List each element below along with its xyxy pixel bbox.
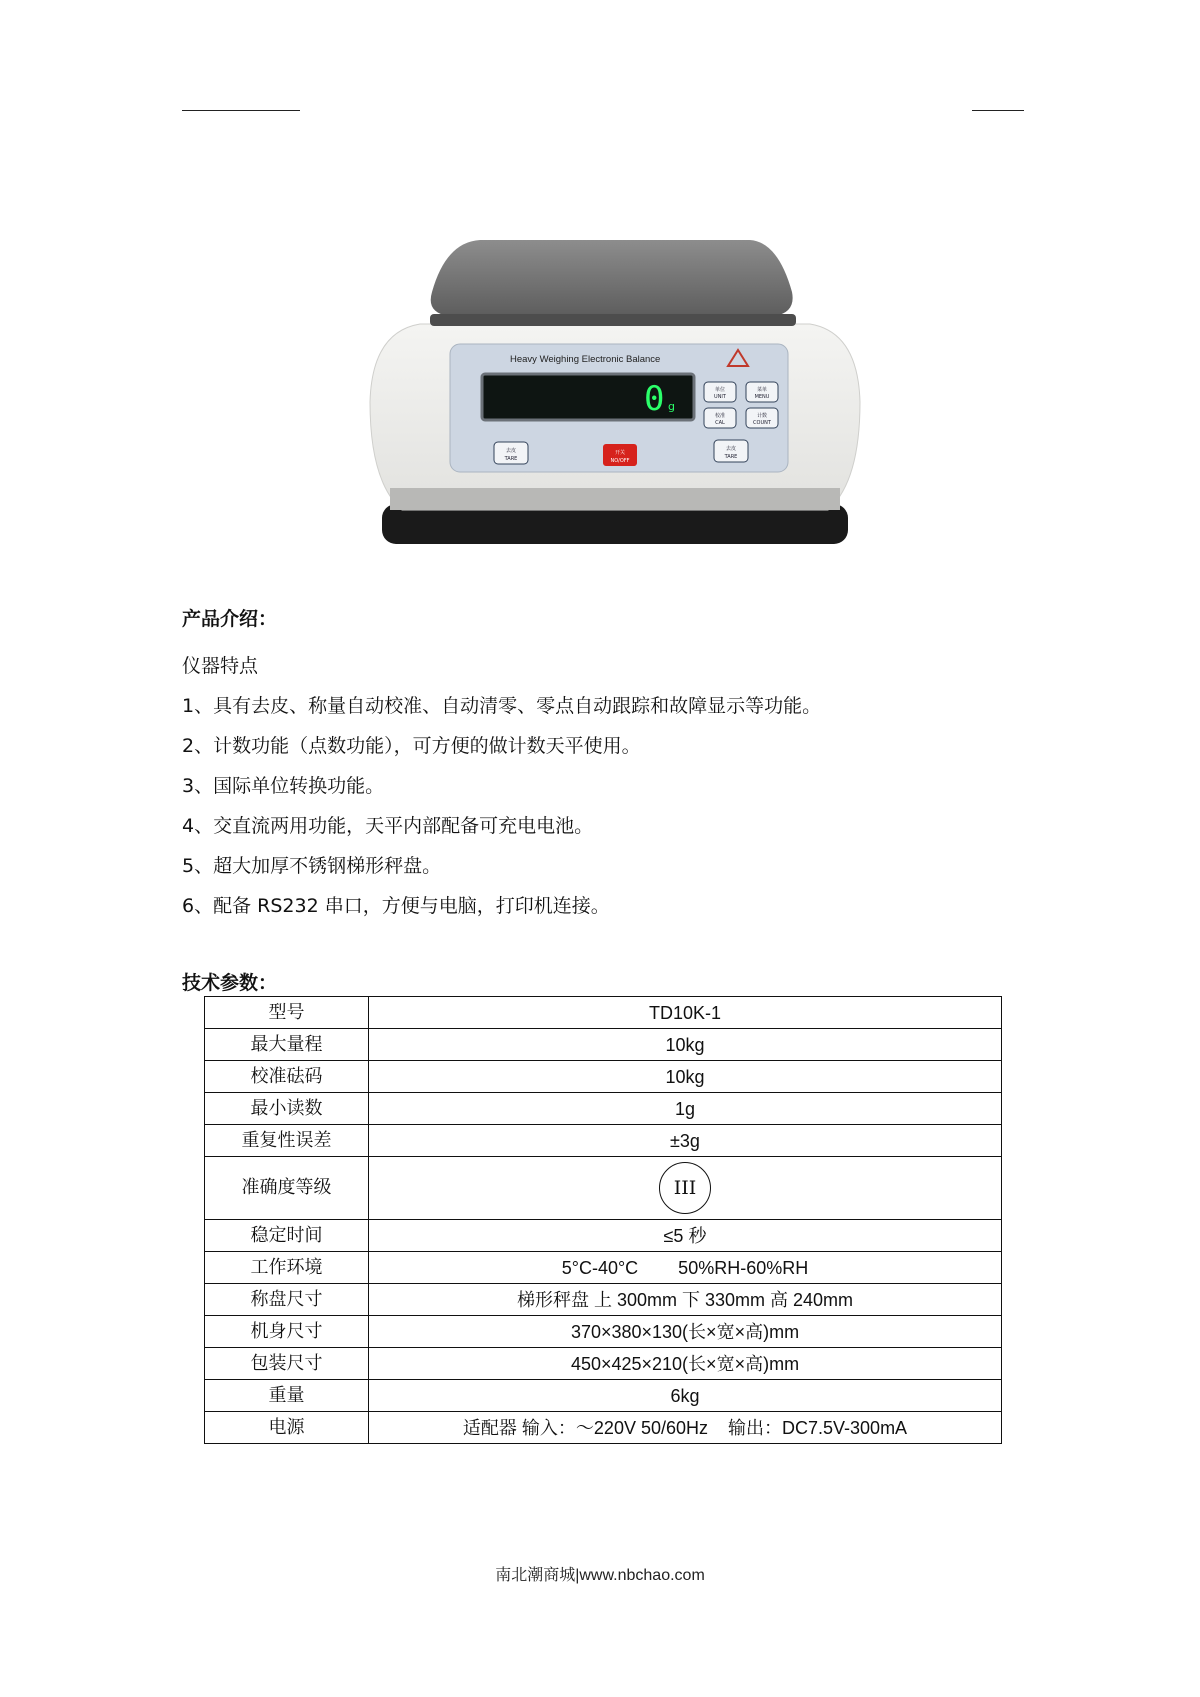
key-label-en: MENU bbox=[754, 394, 770, 400]
key-label-cn: 开关 bbox=[614, 450, 626, 456]
display-unit: g bbox=[668, 400, 675, 413]
key-label-en: TARE bbox=[724, 454, 738, 460]
spec-value: ±3g bbox=[369, 1125, 1002, 1157]
spec-value: 370×380×130(长×宽×高)mm bbox=[369, 1316, 1002, 1348]
intro-body bbox=[182, 646, 821, 926]
key-tare-right bbox=[714, 440, 748, 462]
key-label-en: NO/OFF bbox=[610, 458, 630, 464]
feature-item: 6、配备 RS232 串口，方便与电脑，打印机连接。 bbox=[182, 895, 610, 917]
table-row bbox=[205, 1029, 1002, 1061]
spec-label: 电源 bbox=[205, 1412, 369, 1444]
spec-value: 适配器 输入：～220V 50/60Hz 输出：DC7.5V-300mA bbox=[369, 1412, 1002, 1444]
feature-item: 5、超大加厚不锈钢梯形秤盘。 bbox=[182, 855, 442, 877]
spec-value: TD10K-1 bbox=[369, 997, 1002, 1029]
spec-value: 6kg bbox=[369, 1380, 1002, 1412]
table-row bbox=[205, 1220, 1002, 1252]
spec-label: 型号 bbox=[205, 997, 369, 1029]
key-label-cn: 去皮 bbox=[725, 446, 737, 452]
spec-label: 包装尺寸 bbox=[205, 1348, 369, 1380]
table-row bbox=[205, 1380, 1002, 1412]
header-rule-right bbox=[972, 110, 1024, 111]
key-count bbox=[746, 408, 778, 428]
key-label-cn: 校准 bbox=[714, 413, 726, 419]
accuracy-class-mark: III bbox=[659, 1162, 711, 1214]
spec-value: 10kg bbox=[369, 1061, 1002, 1093]
display-value: 0 bbox=[644, 379, 665, 419]
key-power bbox=[603, 444, 637, 466]
feature-item: 1、具有去皮、称量自动校准、自动清零、零点自动跟踪和故障显示等功能。 bbox=[182, 695, 822, 717]
key-unit bbox=[704, 382, 736, 402]
intro-subtitle: 仪器特点 bbox=[182, 655, 259, 677]
table-row bbox=[205, 1125, 1002, 1157]
spec-label: 机身尺寸 bbox=[205, 1316, 369, 1348]
key-label-cn: 计数 bbox=[756, 413, 768, 419]
key-menu bbox=[746, 382, 778, 402]
key-label-en: UNIT bbox=[714, 394, 726, 400]
specs-title: 技术参数： bbox=[182, 972, 278, 994]
table-row bbox=[205, 1093, 1002, 1125]
feature-item: 2、计数功能（点数功能），可方便的做计数天平使用。 bbox=[182, 735, 641, 757]
body-trim bbox=[390, 488, 840, 510]
spec-value: 5°C-40°C 50%RH-60%RH bbox=[369, 1252, 1002, 1284]
table-row bbox=[205, 997, 1002, 1029]
key-label-cn: 单位 bbox=[714, 387, 726, 393]
key-label-cn: 菜单 bbox=[756, 387, 768, 393]
key-label-en: COUNT bbox=[753, 420, 771, 426]
specs-table bbox=[204, 996, 1002, 1444]
spec-value: 450×425×210(长×宽×高)mm bbox=[369, 1348, 1002, 1380]
key-label-en: CAL bbox=[715, 420, 725, 426]
table-row bbox=[205, 1252, 1002, 1284]
pan-edge bbox=[430, 314, 796, 326]
product-photo bbox=[360, 232, 870, 562]
panel-label: Heavy Weighing Electronic Balance bbox=[510, 354, 661, 365]
key-label-cn: 去皮 bbox=[505, 448, 517, 454]
key-label-en: TARE bbox=[504, 456, 518, 462]
spec-value: ≤5 秒 bbox=[369, 1220, 1002, 1252]
key-cal bbox=[704, 408, 736, 428]
table-row bbox=[205, 1284, 1002, 1316]
spec-label: 重复性误差 bbox=[205, 1125, 369, 1157]
spec-label: 重量 bbox=[205, 1380, 369, 1412]
table-row bbox=[205, 1157, 1002, 1220]
spec-value: 10kg bbox=[369, 1029, 1002, 1061]
footer: 南北潮商城|www.nbchao.com bbox=[495, 1567, 705, 1584]
intro-title: 产品介绍： bbox=[182, 608, 278, 630]
spec-value: 1g bbox=[369, 1093, 1002, 1125]
table-row bbox=[205, 1412, 1002, 1444]
spec-label: 准确度等级 bbox=[205, 1157, 369, 1220]
spec-value-cell bbox=[369, 1157, 1002, 1220]
table-row bbox=[205, 1316, 1002, 1348]
spec-label: 最大量程 bbox=[205, 1029, 369, 1061]
spec-label: 校准砝码 bbox=[205, 1061, 369, 1093]
spec-label: 最小读数 bbox=[205, 1093, 369, 1125]
table-row bbox=[205, 1348, 1002, 1380]
feature-item: 4、交直流两用功能，天平内部配备可充电电池。 bbox=[182, 815, 594, 837]
feature-item: 3、国际单位转换功能。 bbox=[182, 775, 385, 797]
table-row bbox=[205, 1061, 1002, 1093]
spec-label: 称盘尺寸 bbox=[205, 1284, 369, 1316]
key-tare-left bbox=[494, 442, 528, 464]
spec-label: 稳定时间 bbox=[205, 1220, 369, 1252]
header-rule-left bbox=[182, 110, 300, 111]
spec-value: 梯形秤盘 上 300mm 下 330mm 高 240mm bbox=[369, 1284, 1002, 1316]
weighing-pan bbox=[431, 240, 793, 316]
spec-label: 工作环境 bbox=[205, 1252, 369, 1284]
